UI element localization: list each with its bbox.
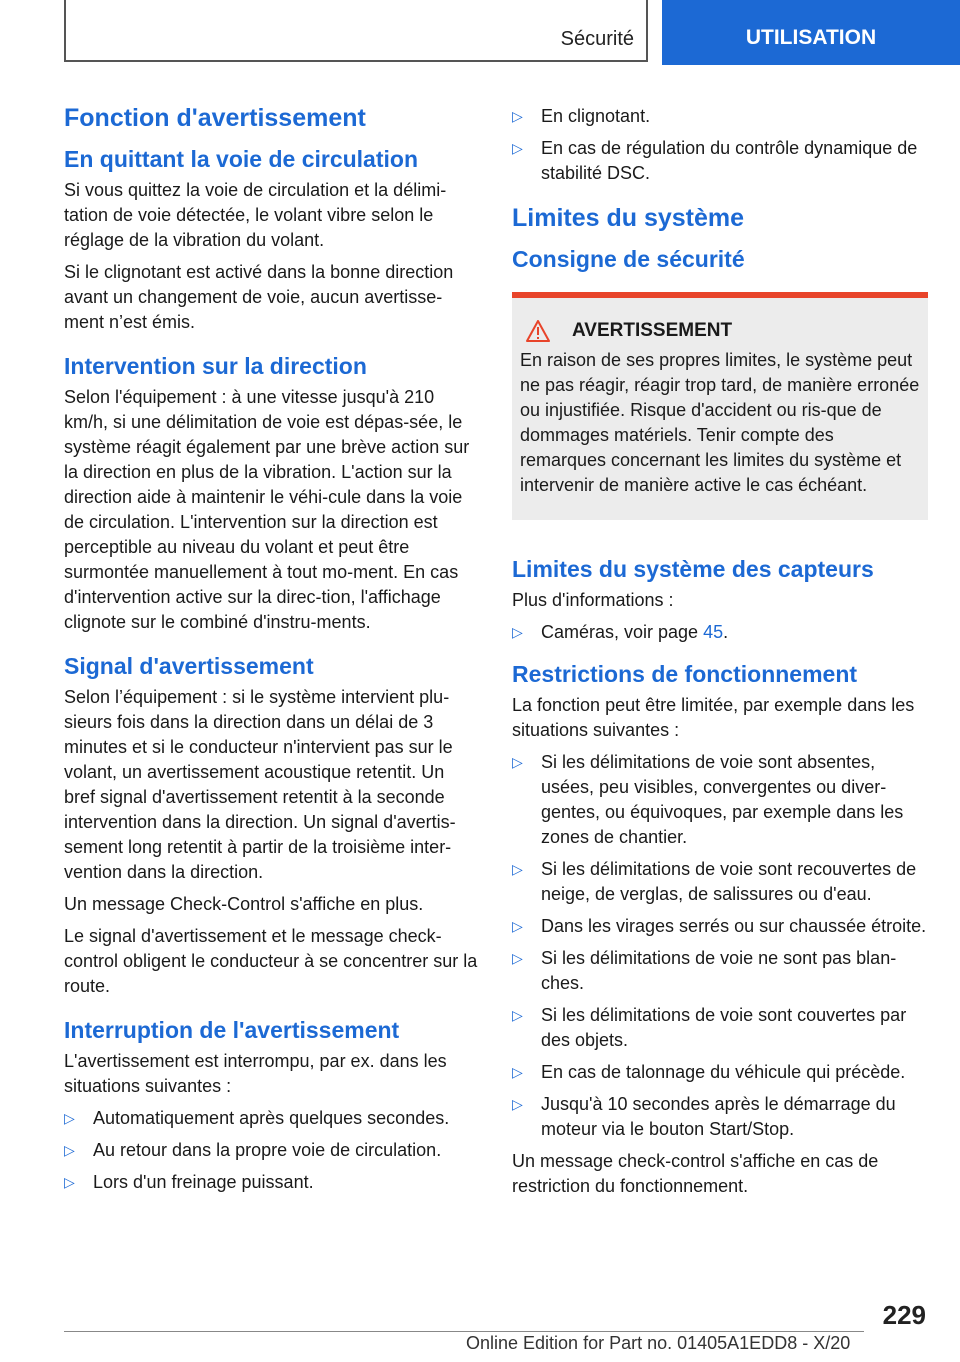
- triangle-bullet-icon: ▷: [512, 861, 523, 877]
- header-section-title: Sécurité: [560, 28, 634, 50]
- list-item: ▷ Si les délimitations de voie sont absentes, usées, peu visibles, convergentes ou diver‐gentes, ou équivoques, par exemple dans les zones de chantier.: [512, 752, 904, 847]
- triangle-bullet-icon: ▷: [512, 108, 523, 124]
- warning-triangle-icon: [526, 320, 550, 342]
- triangle-bullet-icon: ▷: [512, 624, 523, 640]
- triangle-bullet-icon: ▷: [512, 1064, 523, 1080]
- triangle-bullet-icon: ▷: [64, 1174, 75, 1190]
- list-item: ▷ Caméras, voir page 45.: [512, 620, 928, 645]
- warning-title: AVERTISSEMENT: [520, 320, 920, 342]
- paragraph: Plus d'informations :: [512, 590, 674, 610]
- paragraph: Un message check-control s'affiche en cas de restriction du fonctionnement.: [512, 1151, 879, 1196]
- footer-edition: Online Edition for Part no. 01405A1EDD8 - X/20: [466, 1333, 851, 1353]
- warning-box: [512, 292, 928, 520]
- triangle-bullet-icon: ▷: [512, 754, 523, 770]
- paragraph: L'avertissement est interrompu, par ex. dans les situations suivantes :: [64, 1051, 447, 1096]
- header-chapter-tab[interactable]: UTILISATION: [662, 0, 960, 65]
- triangle-bullet-icon: ▷: [64, 1110, 75, 1126]
- list-item: ▷ Si les délimitations de voie sont couvertes par des objets.: [512, 1005, 907, 1050]
- heading-signal-avertissement: Signal d'avertissement: [64, 653, 314, 679]
- list-item: ▷ En cas de talonnage du véhicule qui précède.: [512, 1060, 928, 1085]
- list-item: ▷ Lors d'un freinage puissant.: [64, 1170, 480, 1195]
- left-column: [64, 96, 480, 1202]
- bullet-list: [64, 1106, 480, 1195]
- heading-limites-systeme: Limites du système: [512, 204, 745, 232]
- triangle-bullet-icon: ▷: [64, 1142, 75, 1158]
- triangle-bullet-icon: ▷: [512, 918, 523, 934]
- list-item: ▷ En cas de régulation du contrôle dynamique de stabilité DSC.: [512, 138, 918, 183]
- paragraph: La fonction peut être limitée, par exemple dans les situations suivantes :: [512, 695, 915, 740]
- triangle-bullet-icon: ▷: [512, 140, 523, 156]
- footer-divider: [64, 1331, 864, 1332]
- list-item: ▷ Automatiquement après quelques secondes.: [64, 1106, 480, 1131]
- paragraph: Un message Check-Control s'affiche en plus.: [64, 894, 424, 914]
- paragraph: Le signal d'avertissement et le message check-control obligent le conducteur à se concentrer sur la route.: [64, 926, 478, 996]
- triangle-bullet-icon: ▷: [512, 1007, 523, 1023]
- list-item: ▷ Au retour dans la propre voie de circulation.: [64, 1138, 480, 1163]
- paragraph: Si le clignotant est activé dans la bonne direction avant un changement de voie, aucun avertisse‐ment n’est émis.: [64, 262, 454, 332]
- warning-text: En raison de ses propres limites, le système peut ne pas réagir, réagir trop tard, de manière erronée ou injustifiée. Risque d'accident ou ris‐que de dommages matériels. Tenir compte des remarques concernant les limites du système et intervenir de manière active le cas échéant.: [520, 350, 920, 495]
- list-item: ▷ Jusqu'à 10 secondes après le démarrage du moteur via le bouton Start/Stop.: [512, 1094, 896, 1139]
- heading-fonction-avertissement: Fonction d'avertissement: [64, 104, 366, 132]
- heading-quittant-voie: En quittant la voie de circulation: [64, 146, 418, 172]
- bullet-list: [512, 620, 928, 645]
- heading-intervention-direction: Intervention sur la direction: [64, 353, 367, 379]
- triangle-bullet-icon: ▷: [512, 950, 523, 966]
- right-column: [512, 104, 928, 1206]
- bullet-list: [512, 104, 928, 186]
- list-item: ▷ Si les délimitations de voie sont recouvertes de neige, de verglas, de salissures ou d'eau.: [512, 859, 917, 904]
- page-link[interactable]: 45: [703, 622, 724, 642]
- heading-consigne-securite: Consigne de sécurité: [512, 246, 745, 272]
- list-item: ▷ Dans les virages serrés ou sur chaussée étroite.: [512, 914, 928, 939]
- bullet-list: [512, 750, 928, 1142]
- header-section-box: [64, 0, 648, 62]
- paragraph: Selon l'équipement : à une vitesse jusqu'à 210 km/h, si une délimitation de voie est dépas‐sée, le système réagit également par une brève action sur la direction en plus de la vibration. L'action sur la direction aide à maintenir le véhi‐cule dans la voie de circulation. L'intervention sur la direction est perceptible au niveau du volant et peut être surmontée manuellement à tout mo‐ment. En cas d'intervention active sur la direc‐tion, l'affichage clignote sur le combiné d'instru‐ments.: [64, 387, 470, 632]
- page-number: 229: [882, 1300, 926, 1330]
- list-item: ▷ En clignotant.: [512, 104, 928, 129]
- heading-interruption-avertissement: Interruption de l'avertissement: [64, 1017, 400, 1043]
- triangle-bullet-icon: ▷: [512, 1096, 523, 1112]
- paragraph: Si vous quittez la voie de circulation et la délimi‐tation de voie détectée, le volant vibre selon le réglage de la vibration du volant.: [64, 180, 447, 250]
- heading-restrictions-fonctionnement: Restrictions de fonctionnement: [512, 661, 858, 687]
- list-item: ▷ Si les délimitations de voie ne sont pas blan‐ches.: [512, 948, 897, 993]
- paragraph: Selon l’équipement : si le système intervient plu‐sieurs fois dans la direction dans un délai de 3 minutes et si le conducteur n'intervient pas sur le volant, un avertissement acoustique retentit. Un bref signal d'avertissement retentit à la seconde intervention dans la direction. Un signal d'avertis‐sement long retentit à partir de la troisième inter‐vention dans la direction.: [64, 687, 456, 882]
- heading-limites-capteurs: Limites du système des capteurs: [512, 556, 874, 582]
